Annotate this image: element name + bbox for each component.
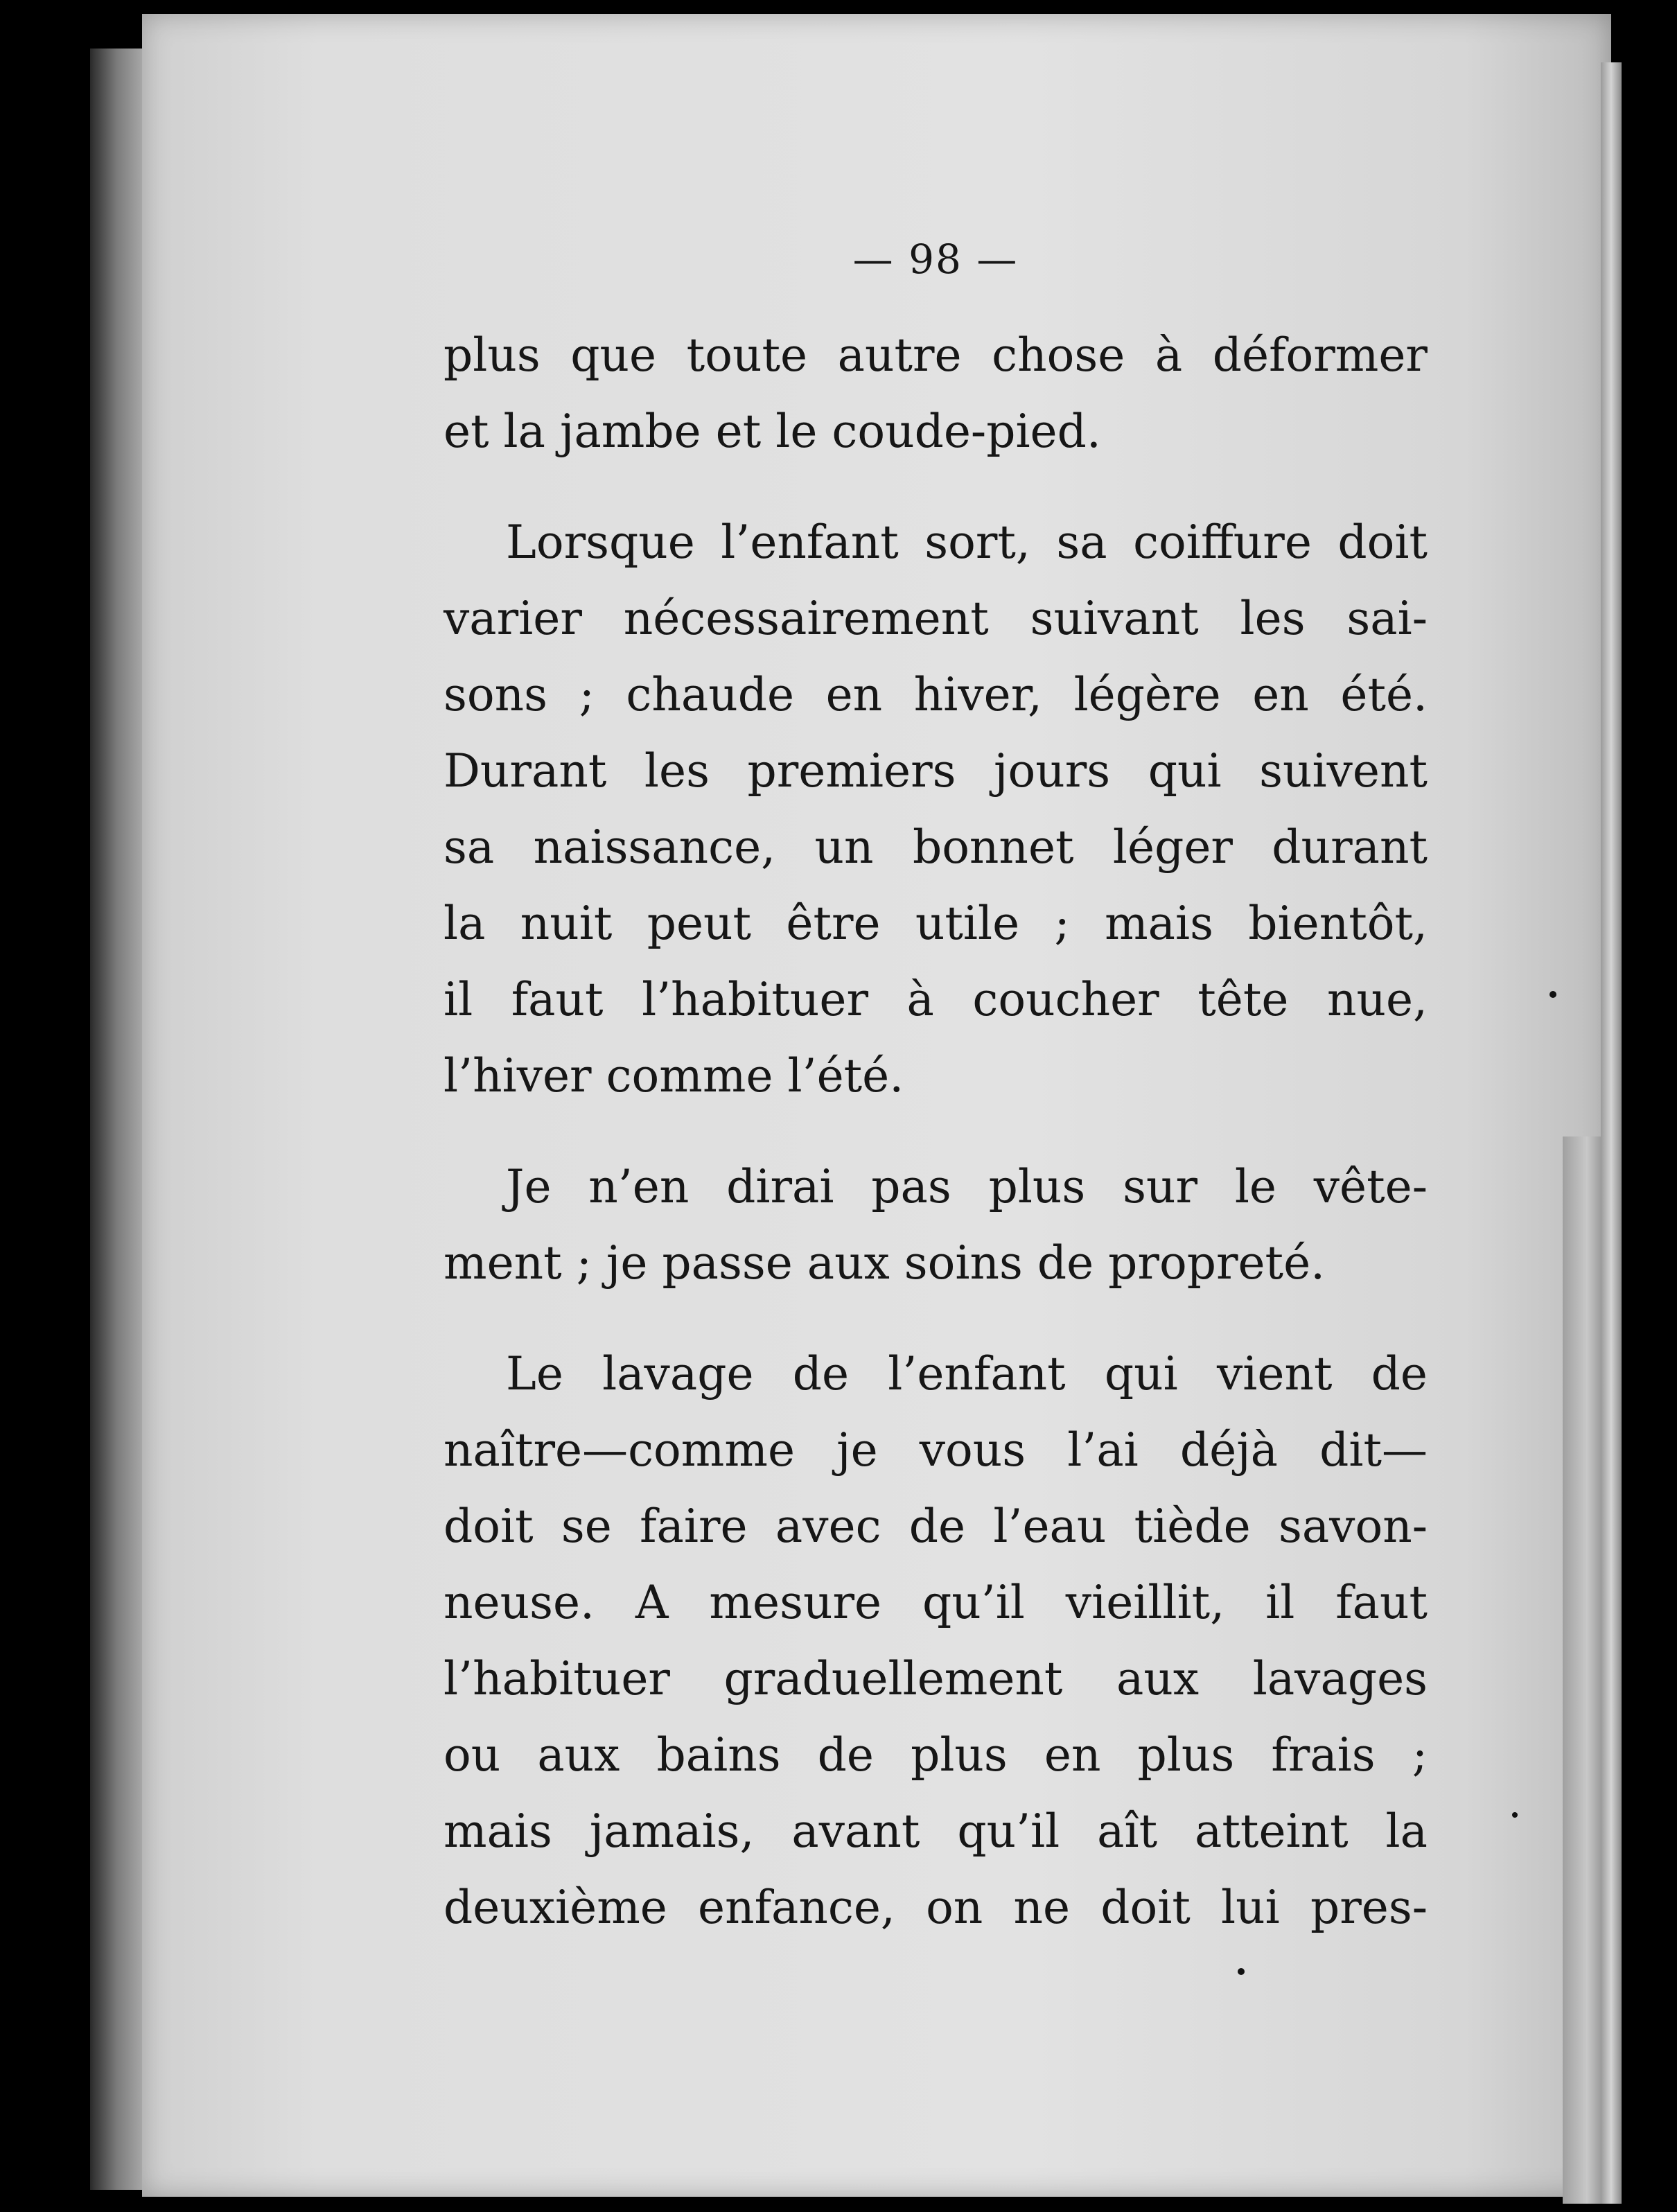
text-line: l’hiver comme l’été. (444, 1049, 904, 1103)
text-line: sa naissance, un bonnet léger durant (444, 820, 1428, 874)
text-line: naître—comme je vous l’ai déjà dit— (444, 1423, 1428, 1477)
text-line: Durant les premiers jours qui suivent (444, 744, 1428, 798)
text-line: l’habituer graduellement aux lavages (444, 1652, 1428, 1705)
text-line: la nuit peut être utile ; mais bientôt, (444, 897, 1428, 950)
page-text (444, 236, 1428, 1981)
dust-speck (1512, 1812, 1518, 1818)
text-line: Je n’en dirai pas plus sur le vête- (506, 1160, 1428, 1213)
text-line: et la jambe et le coude-pied. (444, 405, 1101, 458)
paragraph-3 (444, 1149, 1428, 1301)
page-fold (1601, 62, 1622, 2204)
text-line: ment ; je passe aux soins de propreté. (444, 1236, 1326, 1290)
text-line: doit se faire avec de l’eau tiède savon- (444, 1500, 1428, 1553)
paragraph-4 (444, 1336, 1428, 1946)
text-line: ou aux bains de plus en plus frais ; (444, 1728, 1428, 1782)
paragraph-2 (444, 504, 1428, 1114)
text-line: deuxième enfance, on ne doit lui pres- (444, 1881, 1428, 1934)
text-line: sons ; chaude en hiver, légère en été. (444, 668, 1428, 721)
text-line: il faut l’habituer à coucher tête nue, (444, 973, 1428, 1026)
text-line: Le lavage de l’enfant qui vient de (506, 1347, 1428, 1401)
text-line: plus que toute autre chose à déformer (444, 328, 1428, 382)
dust-speck (1549, 991, 1556, 998)
text-line: varier nécessairement suivant les sai- (444, 592, 1428, 645)
text-line: neuse. A mesure qu’il vieillit, il faut (444, 1576, 1428, 1629)
text-line: mais jamais, avant qu’il aît atteint la (444, 1805, 1428, 1858)
paragraph-1 (444, 317, 1428, 470)
text-line: Lorsque l’enfant sort, sa coiffure doit (506, 516, 1428, 569)
page-number: — 98 — (852, 236, 1019, 283)
